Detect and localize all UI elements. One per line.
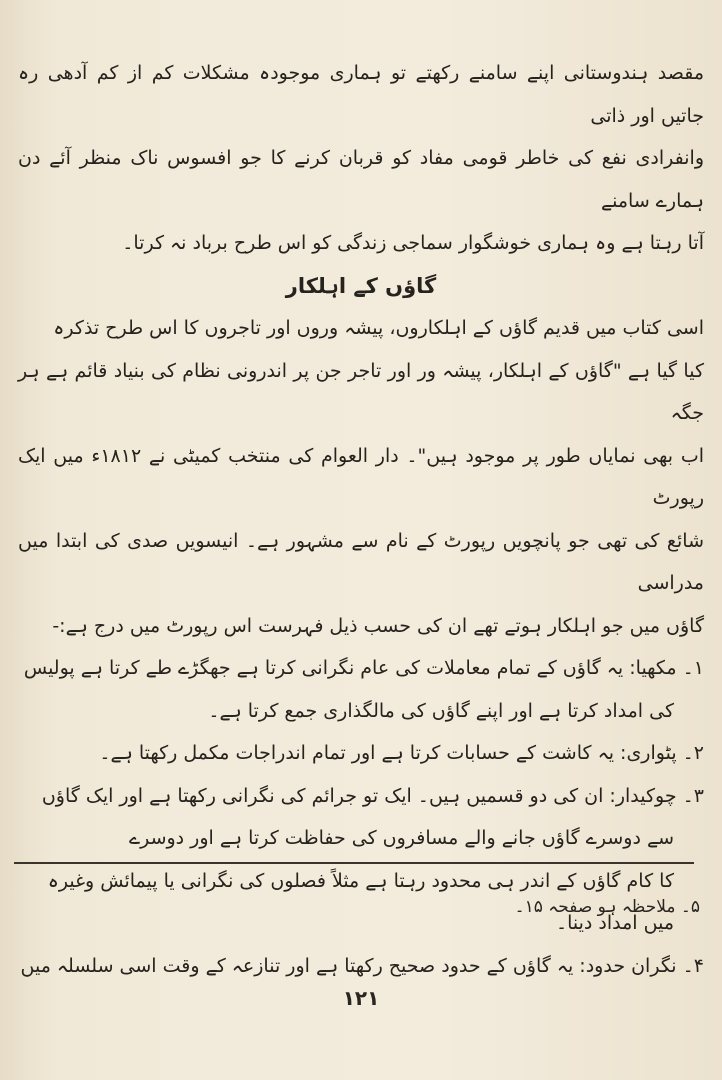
page-number: ۱۲۱ [342, 986, 380, 1010]
section-heading: گاؤں کے اہلکار [285, 273, 437, 298]
list-item-mukhiya: ۱۔ مکھیا: یہ گاؤں کے تمام معاملات کی عام نگرانی کرتا ہے جھگڑے طے کرتا ہے پولیس [23, 657, 704, 679]
body-line: گاؤں میں جو اہلکار ہوتے تھے ان کی حسب ذیل فہرست اس رپورٹ میں درج ہے:- [52, 614, 704, 637]
intro-line: مقصد ہندوستانی اپنے سامنے رکھتے تو ہماری موجودہ مشکلات کم از کم آدھی رہ جاتیں اور ذاتی [18, 62, 704, 127]
body-line: کیا گیا ہے "گاؤں کے اہلکار، پیشہ ور اور تاجر جن پر اندرونی نظام کی بنیاد قائم ہے ہر جگہ [18, 359, 704, 424]
list-item-chowkidar-cont: کا کام گاؤں کے اندر ہی محدود رہتا ہے مثلاً فصلوں کی نگرانی یا پیمائش وغیرہ [47, 869, 674, 892]
body-line: شائع کی تھی جو پانچویں رپورٹ کے نام سے مشہور ہے۔ انیسویں صدی کی ابتدا میں مدراسی [18, 529, 704, 594]
intro-line: وانفرادی نفع کی خاطر قومی مفاد کو قربان کرنے کا جو افسوس ناک منظر آئے دن ہمارے سامنے [18, 147, 704, 212]
footnote-divider [14, 862, 694, 864]
list-item-mukhiya-cont: کی امداد کرتا ہے اور اپنے گاؤں کی مالگذاری جمع کرتا ہے۔ [208, 699, 674, 722]
list-item-boundary-keeper: ۴۔ نگران حدود: یہ گاؤں کے حدود صحیح رکھتا ہے اور تنازعہ کے وقت اسی سلسلہ میں [20, 954, 704, 977]
body-line: اسی کتاب میں قدیم گاؤں کے اہلکاروں، پیشہ وروں اور تاجروں کا اس طرح تذکرہ [53, 317, 704, 339]
footnote: ۵۔ ملاحظہ ہو صفحہ ۱۵۔ [514, 897, 700, 917]
intro-line: آتا رہتا ہے وہ ہماری خوشگوار سماجی زندگی کو اس طرح برباد نہ کرتا۔ [122, 232, 704, 254]
list-item-chowkidar-cont: سے دوسرے گاؤں جانے والے مسافروں کی حفاظت کرتا ہے اور دوسرے [128, 827, 674, 849]
list-item-chowkidar-cont: میں امداد دینا۔ [555, 912, 674, 934]
page-body [18, 52, 704, 987]
list-item-chowkidar: ۳۔ چوکیدار: ان کی دو قسمیں ہیں۔ ایک تو جرائم کی نگرانی رکھتا ہے اور ایک گاؤں [41, 784, 704, 807]
body-line: اب بھی نمایاں طور پر موجود ہیں"۔ دار العوام کی منتخب کمیٹی نے ۱۸۱۲ء میں ایک رپورٹ [18, 444, 704, 509]
list-item-patwari: ۲۔ پٹواری: یہ کاشت کے حسابات کرتا ہے اور تمام اندراجات مکمل رکھتا ہے۔ [99, 742, 704, 764]
